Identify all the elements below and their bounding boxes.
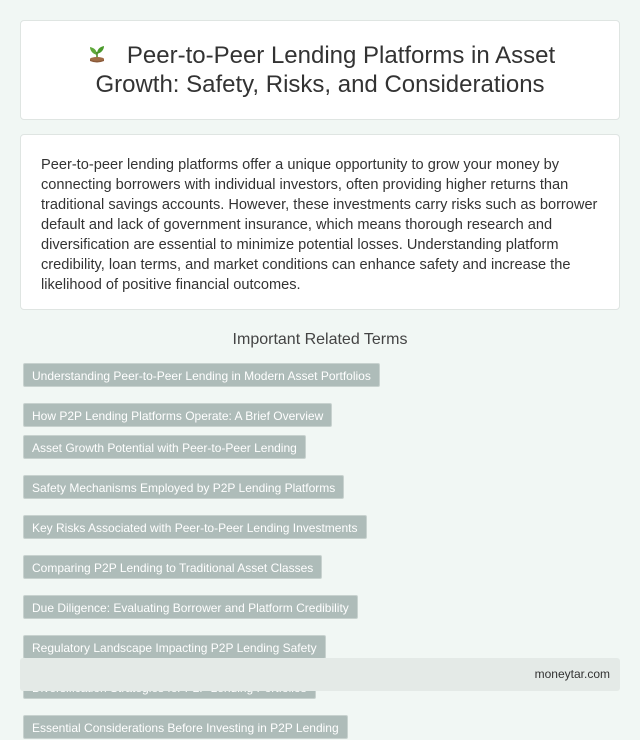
intro-card	[20, 134, 620, 310]
related-terms-heading: Important Related Terms	[232, 331, 408, 348]
term-chip[interactable]: Understanding Peer-to-Peer Lending in Modern Asset Portfolios	[23, 363, 380, 387]
term-chip[interactable]: Regulatory Landscape Impacting P2P Lending Safety	[23, 635, 326, 659]
term-chip[interactable]: Key Risks Associated with Peer-to-Peer Lending Investments	[23, 515, 367, 539]
title-card	[20, 20, 620, 120]
intro-paragraph: Peer-to-peer lending platforms offer a unique opportunity to grow your money by connecting borrowers with individual investors, often providing higher returns than traditional savings accounts. However, these investments carry risks such as borrower default and lack of government insurance, which means thorough research and diversification are essential to minimize potential losses. Understanding platform credibility, loan terms, and market conditions can enhance safety and increase the likelihood of positive financial outcomes.	[41, 157, 598, 293]
site-credit[interactable]: moneytar.com	[534, 667, 610, 681]
term-chip[interactable]: Comparing P2P Lending to Traditional Asset Classes	[23, 555, 322, 579]
sprout-icon	[85, 42, 109, 66]
term-chip[interactable]: Due Diligence: Evaluating Borrower and Platform Credibility	[23, 595, 358, 619]
footer	[20, 658, 620, 691]
term-chip[interactable]: Essential Considerations Before Investing in P2P Lending	[23, 715, 348, 739]
term-chip[interactable]: Asset Growth Potential with Peer-to-Peer Lending	[23, 435, 306, 459]
page-title-text: Peer-to-Peer Lending Platforms in Asset Growth: Safety, Risks, and Considerations	[95, 42, 556, 98]
page-title	[51, 41, 589, 99]
term-chip[interactable]: How P2P Lending Platforms Operate: A Brief Overview	[23, 403, 332, 427]
term-chip[interactable]: Safety Mechanisms Employed by P2P Lending Platforms	[23, 475, 344, 499]
